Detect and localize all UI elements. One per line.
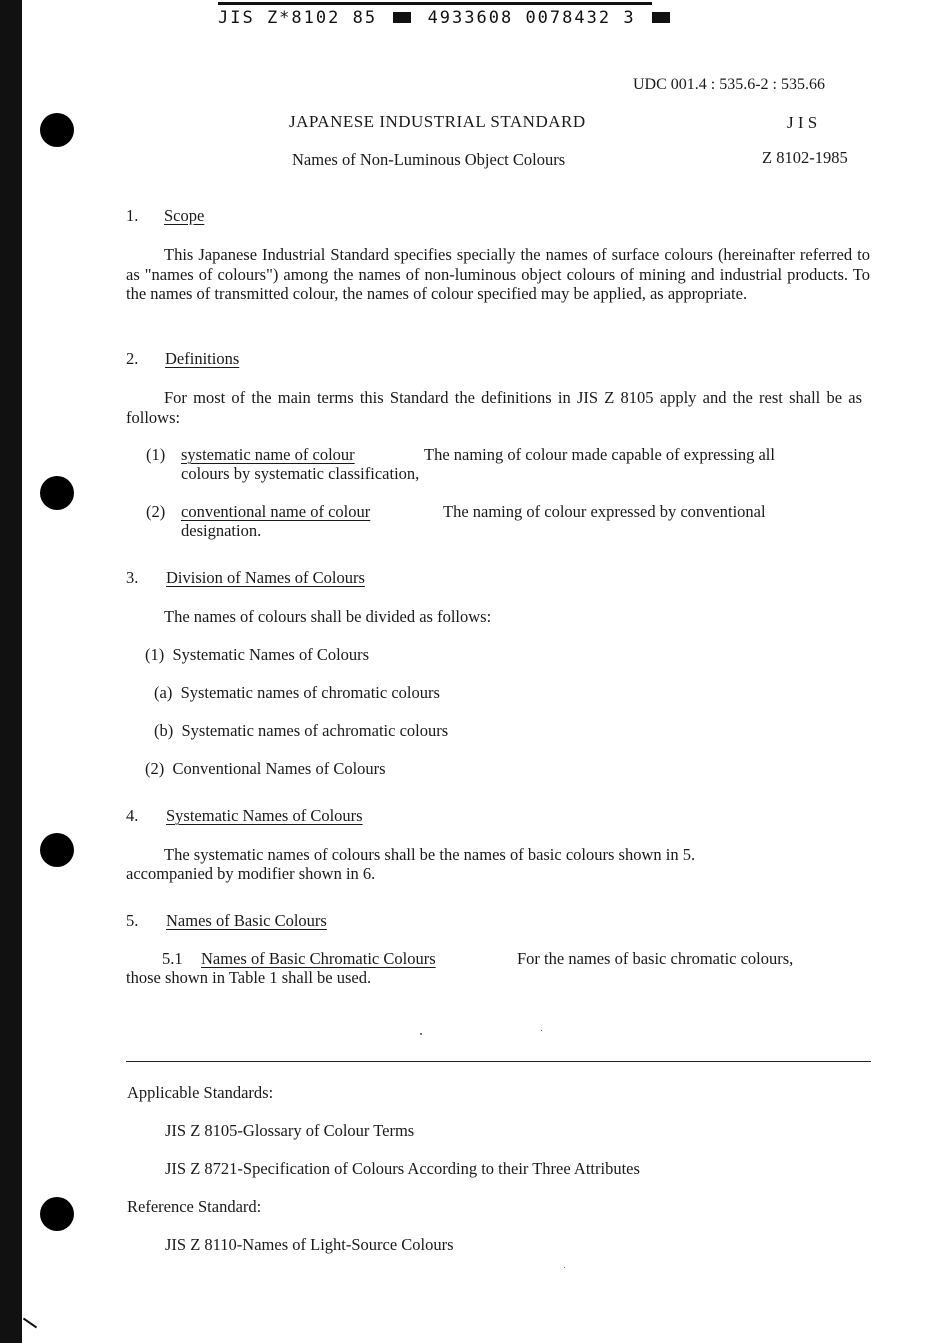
section-4-body-line2: accompanied by modifier shown in 6. bbox=[126, 864, 376, 883]
section-4-body-line1: The systematic names of colours shall be the names of basic colours shown in 5. bbox=[164, 845, 696, 864]
section-3-title: Division of Names of Colours bbox=[166, 568, 365, 587]
subsection-5-1-body: For the names of basic chromatic colours, bbox=[517, 949, 794, 968]
section-1-body: This Japanese Industrial Standard specifies specially the names of surface colours (hereinafter referred to as "names of colours") among the names of non-luminous object colours of mining and industrial products. To the names of transmitted colour, the names of colour specified may be applied, as appropriate. bbox=[126, 245, 870, 303]
section-5-title: Names of Basic Colours bbox=[166, 911, 327, 930]
definition-2-text: The naming of colour expressed by conventional bbox=[443, 502, 766, 521]
applicable-standard-1: JIS Z 8105-Glossary of Colour Terms bbox=[165, 1121, 415, 1140]
header-code-part1: JIS Z*8102 85 bbox=[218, 8, 378, 28]
redaction-block-2 bbox=[652, 12, 670, 23]
division-item-1b: (b) Systematic names of achromatic colours bbox=[154, 721, 449, 740]
reference-standard-label: Reference Standard: bbox=[127, 1197, 262, 1216]
header-code bbox=[218, 8, 674, 28]
section-1-title: Scope bbox=[164, 206, 205, 225]
section-4-title: Systematic Names of Colours bbox=[166, 806, 363, 825]
subsection-5-1-body-cont: those shown in Table 1 shall be used. bbox=[126, 968, 372, 987]
definition-1-text: The naming of colour made capable of expressing all bbox=[424, 445, 775, 464]
section-5-number: 5. bbox=[126, 911, 139, 930]
subsection-5-1-title: Names of Basic Chromatic Colours bbox=[201, 949, 436, 968]
definition-2-term: conventional name of colour bbox=[181, 502, 371, 521]
header-code-part2: 4933608 0078432 3 bbox=[427, 8, 636, 28]
section-2-number: 2. bbox=[126, 349, 139, 368]
applicable-standards-label: Applicable Standards: bbox=[127, 1083, 274, 1102]
standard-type: JAPANESE INDUSTRIAL STANDARD bbox=[289, 112, 586, 131]
binding-strip bbox=[0, 0, 22, 1343]
definition-2-text-cont: designation. bbox=[181, 521, 262, 540]
applicable-standard-2: JIS Z 8721-Specification of Colours According to their Three Attributes bbox=[165, 1159, 640, 1178]
definition-2-number: (2) bbox=[146, 502, 166, 521]
corner-mark bbox=[23, 1318, 37, 1329]
punch-hole-1 bbox=[40, 113, 74, 147]
section-3-number: 3. bbox=[126, 568, 139, 587]
redaction-block-1 bbox=[393, 12, 411, 23]
definition-1-text-cont: colours by systematic classification, bbox=[181, 464, 420, 483]
standard-title: Names of Non-Luminous Object Colours bbox=[292, 150, 566, 169]
reference-standard-1: JIS Z 8110-Names of Light-Source Colours bbox=[165, 1235, 454, 1254]
division-item-2: (2) Conventional Names of Colours bbox=[145, 759, 386, 778]
section-2-intro: For most of the main terms this Standard the definitions in JIS Z 8105 apply and the rest shall be as follows: bbox=[126, 388, 862, 427]
division-item-1: (1) Systematic Names of Colours bbox=[145, 645, 370, 664]
punch-hole-4 bbox=[40, 1197, 74, 1231]
subsection-5-1-number: 5.1 bbox=[162, 949, 183, 968]
scan-speck bbox=[564, 1267, 565, 1268]
section-1-number: 1. bbox=[126, 206, 139, 225]
jis-mark: J I S bbox=[787, 113, 818, 132]
section-4-number: 4. bbox=[126, 806, 139, 825]
udc-code: UDC 001.4 : 535.6-2 : 535.66 bbox=[633, 76, 825, 93]
division-item-1a: (a) Systematic names of chromatic colours bbox=[154, 683, 440, 702]
jis-number: Z 8102-1985 bbox=[762, 148, 848, 167]
section-2-title: Definitions bbox=[165, 349, 240, 368]
scan-speck bbox=[541, 1030, 542, 1031]
footnote-rule bbox=[126, 1061, 871, 1062]
definition-1-number: (1) bbox=[146, 445, 166, 464]
header-top-rule bbox=[218, 2, 652, 5]
section-3-intro: The names of colours shall be divided as follows: bbox=[164, 607, 492, 626]
punch-hole-3 bbox=[40, 833, 74, 867]
punch-hole-2 bbox=[40, 476, 74, 510]
scan-speck bbox=[420, 1033, 422, 1035]
definition-1-term: systematic name of colour bbox=[181, 445, 355, 464]
